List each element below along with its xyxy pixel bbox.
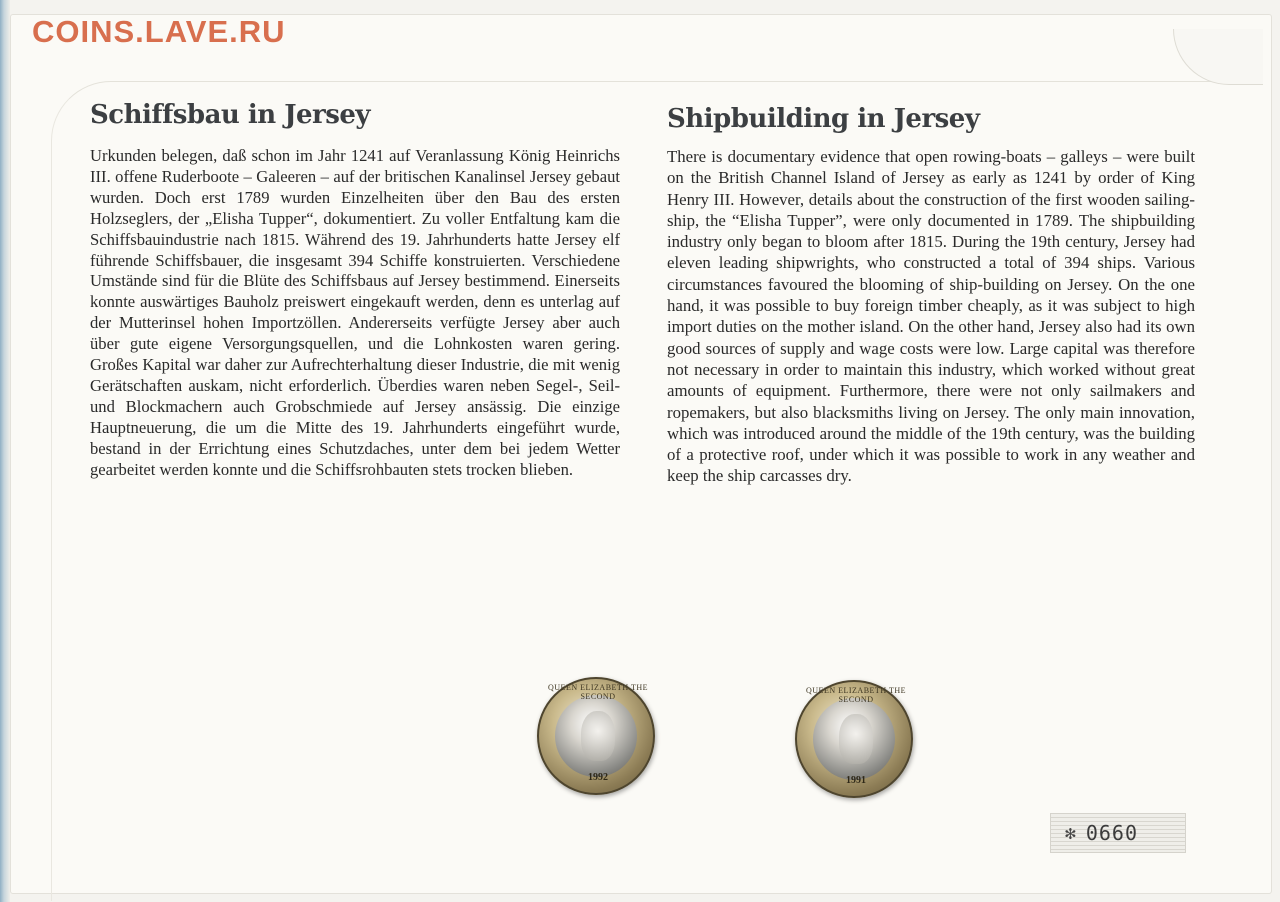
coin-face	[555, 695, 637, 777]
serial-number: 0660	[1085, 821, 1139, 845]
coin-legend: QUEEN ELIZABETH THE SECOND	[548, 683, 648, 701]
german-body: Urkunden belegen, daß schon im Jahr 1241 auf Veranlassung König Heinrichs III. offene Ruderboote – Galeeren – auf der britischen Kanalinsel Jersey gebaut wurden. Doch erst 1789 wurden Einzelheiten über den Bau des ersten Holzseglers, der „Elisha Tupper“, dokumentiert. Zu voller Entfaltung kam die Schiffsbauindustrie nach 1815. Während des 19. Jahrhunderts hatte Jersey elf führende Schiffsbauer, die insgesamt 394 Schiffe konstruierten. Verschiedene Umstände sind für die Blüte des Schiffsbaus auf Jersey bestimmend. Einerseits konnte auswärtiges Bauholz preiswert eingekauft werden, denn es unterlag auf der Mutterinsel hohen Importzöllen. Andererseits verfügte Jersey aber auch über gute eigene Versorgungsquellen, und die Lohnkosten waren gering. Großes Kapital war daher zur Aufrechterhaltung dieser Industrie, die mit wenig Gerätschaften auskam, nicht erforderlich. Überdies waren neben Segel-, Seil- und Blockmachern auch Grobschmiede auf Jersey ansässig. Die einzige Hauptneuerung, die um die Mitte des 19. Jahrhunderts eingeführt wurde, bestand in der Errichtung eines Schutzdaches, unter dem bei jedem Wetter gearbeitet werden konnte und die Schiffsrohbauten stets trocken blieben.	[90, 146, 620, 479]
queen-portrait-icon	[839, 714, 873, 764]
english-title: Shipbuilding in Jersey	[667, 104, 980, 134]
german-column	[90, 100, 620, 481]
serial-number-box	[1050, 813, 1186, 853]
scan-edge	[0, 0, 10, 902]
coin-1991	[795, 680, 913, 798]
english-body: There is documentary evidence that open rowing-boats – galleys – were built on the British Channel Island of Jersey as early as 1241 by order of King Henry III. However, details about the construction of the first wooden sailing-ship, the “Elisha Tupper”, were only documented in 1789. The shipbuilding industry only began to bloom after 1815. During the 19th century, Jersey had eleven leading shipwrights, who constructed a total of 394 ships. Various circumstances favoured the blooming of ship-building on Jersey. On the one hand, it was possible to buy foreign timber cheaply, as it was subject to high import duties on the mother island. On the other hand, Jersey also had its own good sources of supply and wage costs were low. Large capital was therefore not necessary in order to maintain this industry, which worked without great amounts of equipment. Furthermore, there were not only sailmakers and ropemakers, but also blacksmiths living on Jersey. The only main innovation, which was introduced around the middle of the 19th century, was the building of a protective roof, under which it was possible to work in any weather and keep the ship carcasses dry.	[667, 147, 1195, 486]
envelope-flap-tab	[1173, 29, 1263, 85]
coin-year: 1992	[588, 772, 608, 783]
asterisk-icon: ✻	[1065, 822, 1076, 844]
coin-legend: QUEEN ELIZABETH THE SECOND	[806, 686, 906, 704]
coin-face	[813, 698, 895, 780]
english-column	[667, 100, 1195, 487]
queen-portrait-icon	[581, 711, 615, 761]
german-title: Schiffsbau in Jersey	[90, 100, 371, 130]
coin-1992	[537, 677, 655, 795]
coin-year: 1991	[846, 775, 866, 786]
watermark: COINS.LAVE.RU	[32, 14, 286, 49]
